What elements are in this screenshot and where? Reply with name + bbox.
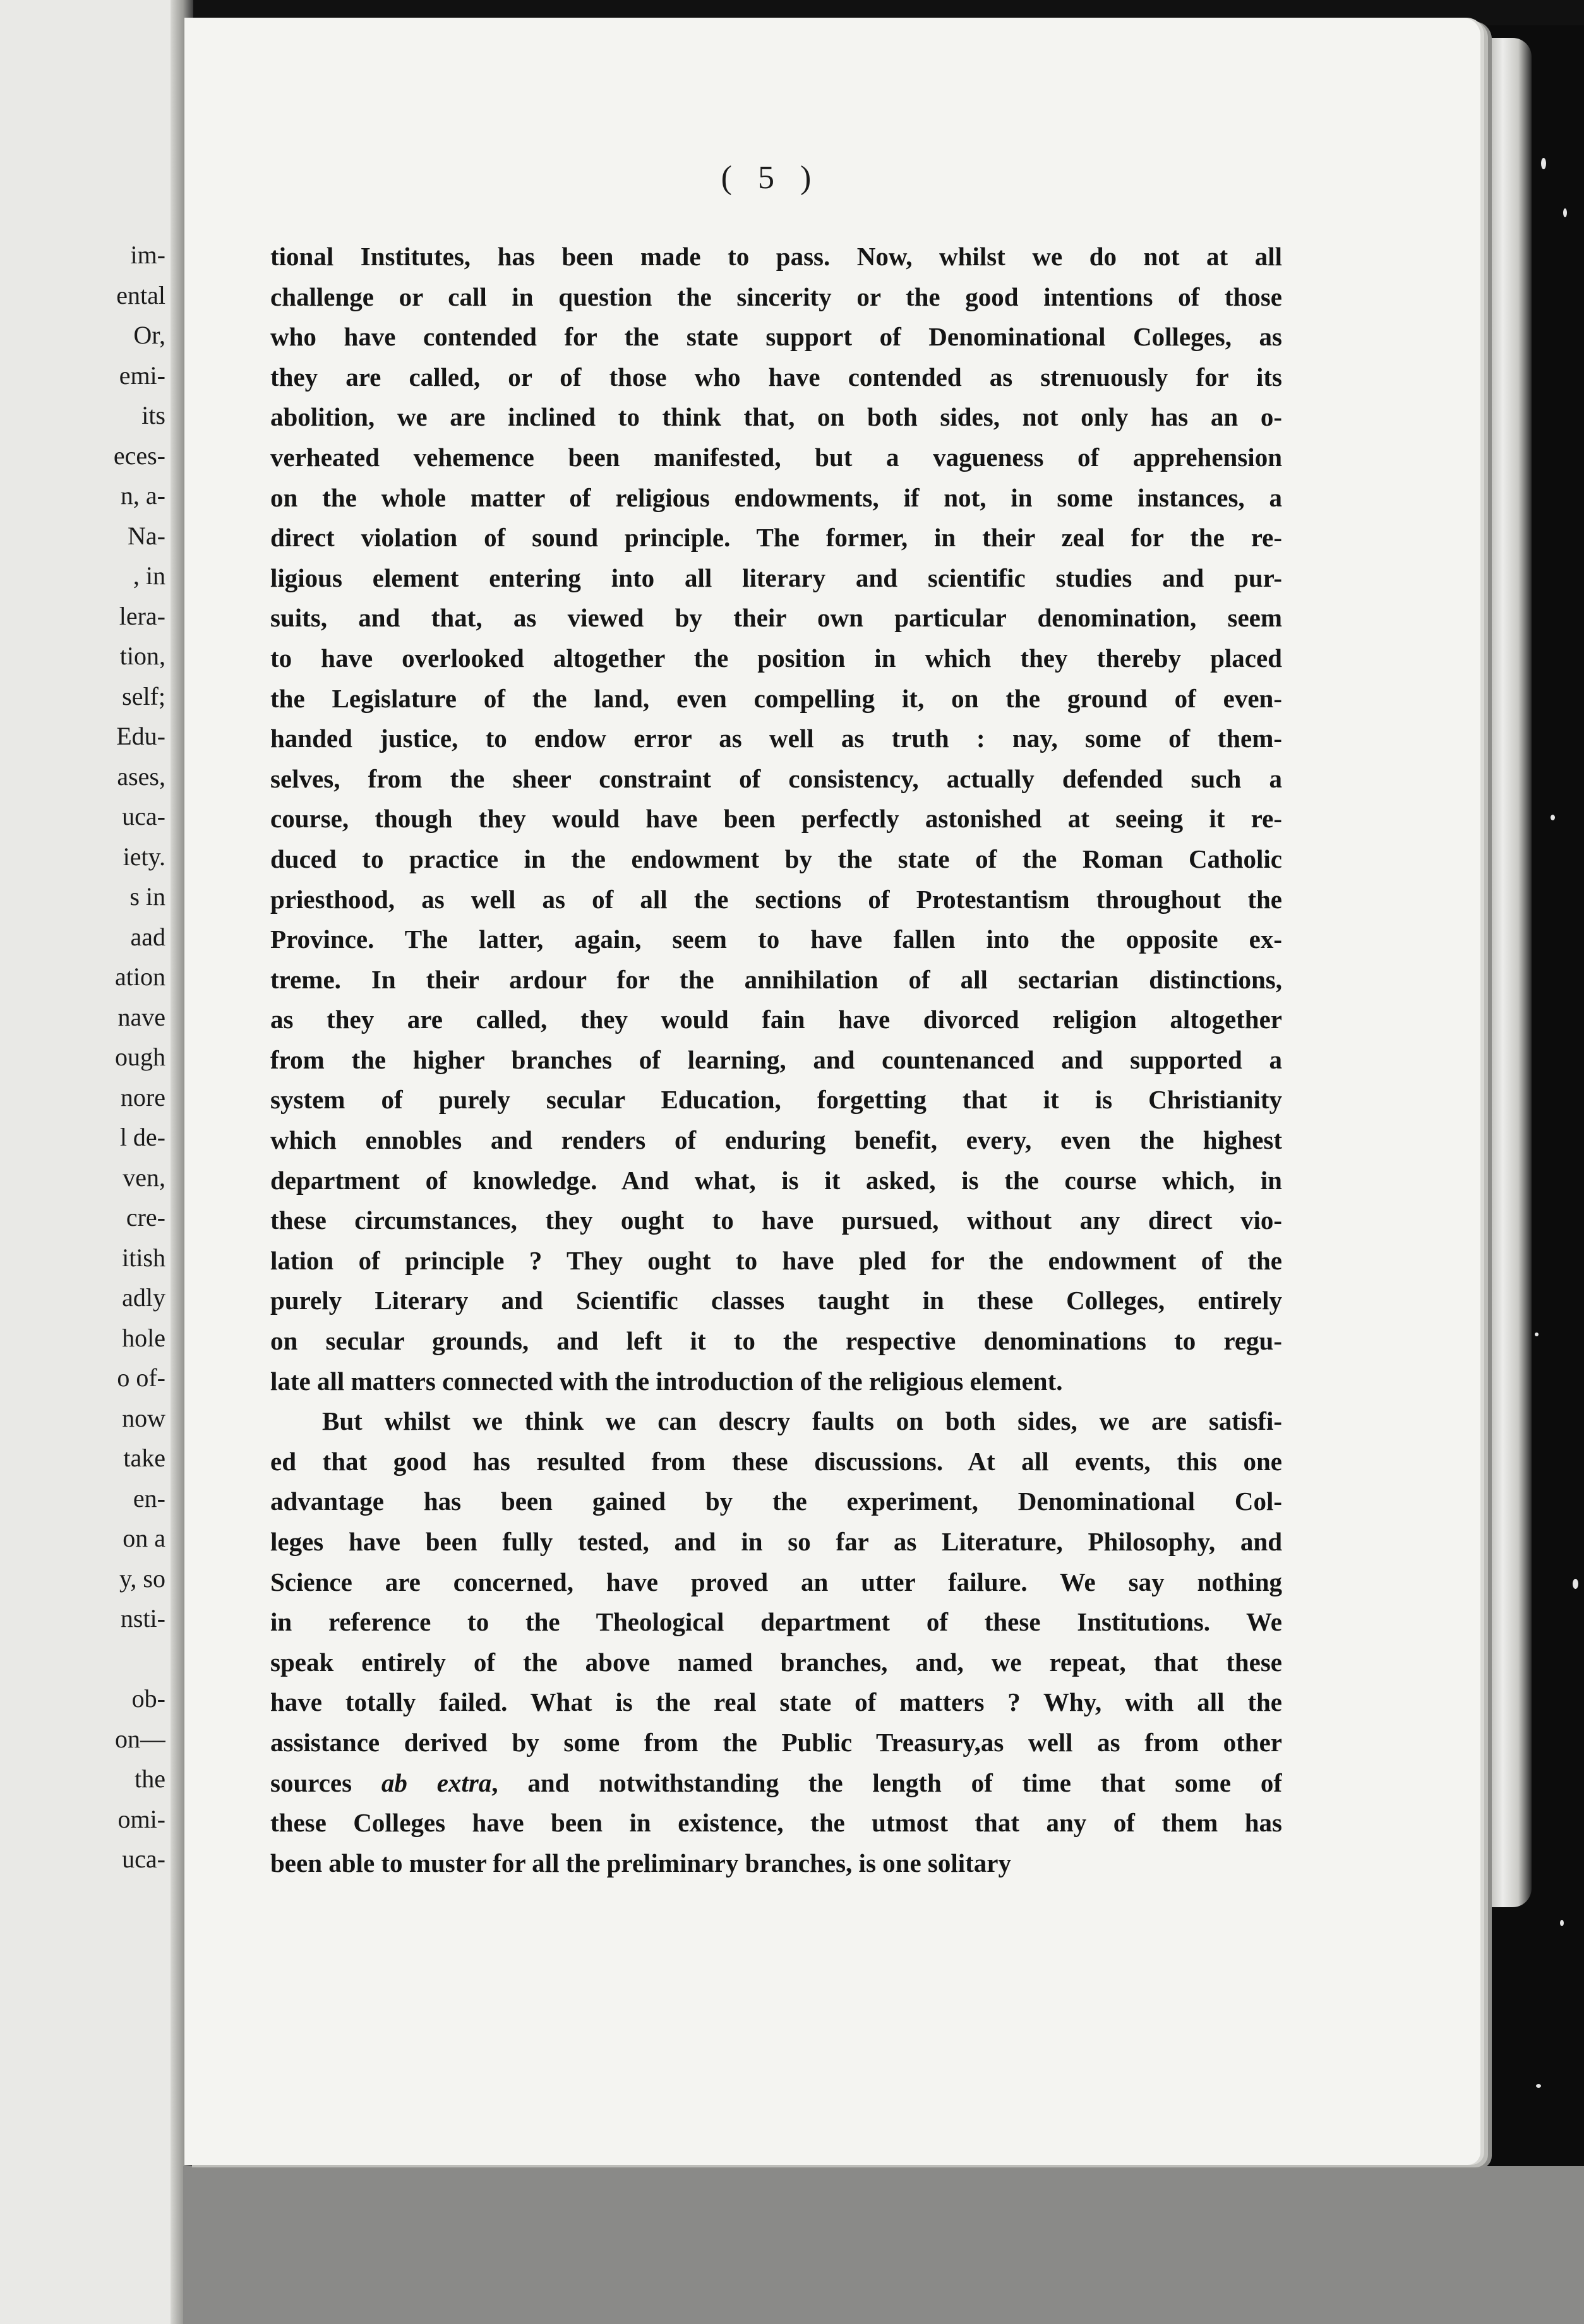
- text-line: Science are concerned, have proved an utter failure. We say nothing: [270, 1567, 1282, 1596]
- left-fragment-line: nsti-: [120, 1604, 165, 1632]
- left-fragment-line: self;: [122, 681, 165, 710]
- left-fragment-line: o of-: [117, 1363, 165, 1392]
- left-fragment-line: its: [141, 401, 165, 429]
- text-line: sources ab extra, and notwithstanding the length of time that some of: [270, 1768, 1282, 1797]
- text-line: in reference to the Theological department of these Institutions. We: [270, 1607, 1282, 1637]
- left-fragment-line: n, a-: [120, 481, 165, 510]
- left-page-strip: [0, 0, 189, 2324]
- text-line: been able to muster for all the preliminary branches, is one solitary: [270, 1848, 1011, 1878]
- text-line: suits, and that, as viewed by their own particular denomination, seem: [270, 603, 1282, 633]
- text-line: assistance derived by some from the Public Treasury,as well as from other: [270, 1727, 1282, 1757]
- left-fragment-line: l de-: [119, 1123, 165, 1151]
- text-line: on the whole matter of religious endowments, if not, in some instances, a: [270, 482, 1282, 512]
- text-line: have totally failed. What is the real state of matters ? Why, with all the: [270, 1687, 1282, 1717]
- text-line: Province. The latter, again, seem to have fallen into the opposite ex-: [270, 925, 1282, 954]
- text-line: priesthood, as well as of all the sections of Protestantism throughout the: [270, 884, 1282, 914]
- left-fragment-line: ough: [115, 1043, 165, 1071]
- text-line: late all matters connected with the introduction of the religious element.: [270, 1366, 1063, 1396]
- scan-speck: [1536, 2084, 1541, 2088]
- scan-speck: [1551, 815, 1555, 820]
- text-line: the Legislature of the land, even compelling it, on the ground of even-: [270, 683, 1282, 713]
- text-line: leges have been fully tested, and in so far as Literature, Philosophy, and: [270, 1527, 1282, 1556]
- left-fragment-line: ation: [115, 962, 165, 991]
- text-line: advantage has been gained by the experiment, Denominational Col-: [270, 1487, 1282, 1516]
- left-fragment-line: [0, 1639, 165, 1679]
- left-fragment-line: now: [122, 1403, 165, 1432]
- text-line: purely Literary and Scientific classes taught in these Colleges, entirely: [270, 1286, 1282, 1315]
- text-line: selves, from the sheer constraint of consistency, actually defended such a: [270, 764, 1282, 793]
- left-fragment-line: Edu-: [116, 722, 165, 750]
- scan-speck: [1560, 1920, 1564, 1926]
- text-line: these circumstances, they ought to have pursued, without any direct vio-: [270, 1206, 1282, 1235]
- page-stack-edge: [1487, 38, 1532, 1907]
- left-fragment-line: nave: [117, 1002, 165, 1031]
- left-fragment-line: adly: [122, 1283, 165, 1312]
- text-line: from the higher branches of learning, and countenanced and supported a: [270, 1045, 1282, 1074]
- left-fragment-line: nore: [120, 1082, 165, 1111]
- left-fragment-line: emi-: [119, 361, 165, 390]
- text-line: direct violation of sound principle. The former, in their zeal for the re-: [270, 523, 1282, 553]
- text-line: But whilst we think we can descry faults on both sides, we are satisfi-: [322, 1406, 1282, 1436]
- left-fragment-line: take: [123, 1444, 165, 1472]
- scan-speck: [1573, 1579, 1578, 1589]
- paragraph-2: [270, 1401, 1282, 1883]
- left-page-line-fragments: [0, 235, 165, 1879]
- left-fragment-line: s in: [129, 882, 165, 911]
- text-line: these Colleges have been in existence, the utmost that any of them has: [270, 1808, 1282, 1838]
- text-line: verheated vehemence been manifested, but a vagueness of apprehension: [270, 442, 1282, 472]
- left-fragment-line: im-: [130, 241, 165, 269]
- text-line: speak entirely of the above named branches, and, we repeat, that these: [270, 1647, 1282, 1677]
- left-fragment-line: uca-: [122, 1845, 165, 1873]
- text-line: to have overlooked altogether the position in which they thereby placed: [270, 643, 1282, 673]
- left-fragment-line: y, so: [119, 1564, 165, 1593]
- text-line: lation of principle ? They ought to have pled for the endowment of the: [270, 1245, 1282, 1275]
- text-line: handed justice, to endow error as well as truth : nay, some of them-: [270, 724, 1282, 753]
- left-fragment-line: ases,: [117, 762, 165, 791]
- text-line: system of purely secular Education, forgetting that it is Christianity: [270, 1085, 1282, 1115]
- left-fragment-line: hole: [122, 1323, 165, 1352]
- left-fragment-line: eces-: [113, 441, 165, 470]
- text-line: ligious element entering into all literary and scientific studies and pur-: [270, 563, 1282, 592]
- body-text: [270, 237, 1282, 1883]
- scan-speck: [1541, 158, 1546, 169]
- text-line: who have contended for the state support of Denominational Colleges, as: [270, 322, 1282, 352]
- text-line: which ennobles and renders of enduring benefit, every, even the highest: [270, 1125, 1282, 1155]
- left-fragment-line: ental: [116, 280, 165, 309]
- left-fragment-line: uca-: [122, 802, 165, 830]
- left-fragment-line: itish: [122, 1243, 165, 1272]
- text-line: course, though they would have been perfectly astonished at seeing it re-: [270, 804, 1282, 834]
- text-line: they are called, or of those who have contended as strenuously for its: [270, 362, 1282, 392]
- scanner-bed-background: [183, 2166, 1584, 2324]
- text-line: department of knowledge. And what, is it asked, is the course which, in: [270, 1165, 1282, 1195]
- left-fragment-line: tion,: [119, 642, 165, 670]
- scan-speck: [1563, 208, 1567, 217]
- left-fragment-line: aad: [130, 922, 165, 951]
- text-line: duced to practice in the endowment by the state of the Roman Catholic: [270, 844, 1282, 873]
- left-fragment-line: lera-: [119, 601, 165, 630]
- left-fragment-line: , in: [133, 561, 165, 590]
- left-fragment-line: iety.: [123, 842, 165, 871]
- left-fragment-line: Or,: [133, 321, 165, 349]
- paragraph-1: [270, 237, 1282, 1401]
- left-fragment-line: on—: [115, 1724, 165, 1753]
- left-fragment-line: ven,: [123, 1163, 165, 1192]
- left-fragment-line: on a: [123, 1524, 165, 1552]
- text-line: on secular grounds, and left it to the respective denominations to regu-: [270, 1326, 1282, 1356]
- text-line: challenge or call in question the sincerity or the good intentions of those: [270, 282, 1282, 311]
- left-fragment-line: Na-: [128, 521, 165, 550]
- text-line: tional Institutes, has been made to pass. Now, whilst we do not at all: [270, 242, 1282, 271]
- scan-speck: [1535, 1333, 1539, 1336]
- text-line: abolition, we are inclined to think that, on both sides, not only has an o-: [270, 402, 1282, 432]
- left-fragment-line: en-: [133, 1483, 165, 1512]
- left-fragment-line: omi-: [117, 1804, 165, 1833]
- text-line: as they are called, they would fain have divorced religion altogether: [270, 1005, 1282, 1034]
- page-number: ( 5 ): [721, 160, 820, 196]
- text-line: ed that good has resulted from these discussions. At all events, this one: [270, 1446, 1282, 1476]
- left-fragment-line: ob-: [131, 1684, 165, 1713]
- left-fragment-line: cre-: [126, 1203, 165, 1231]
- left-fragment-line: the: [135, 1764, 165, 1793]
- text-line: treme. In their ardour for the annihilation of all sectarian distinctions,: [270, 964, 1282, 994]
